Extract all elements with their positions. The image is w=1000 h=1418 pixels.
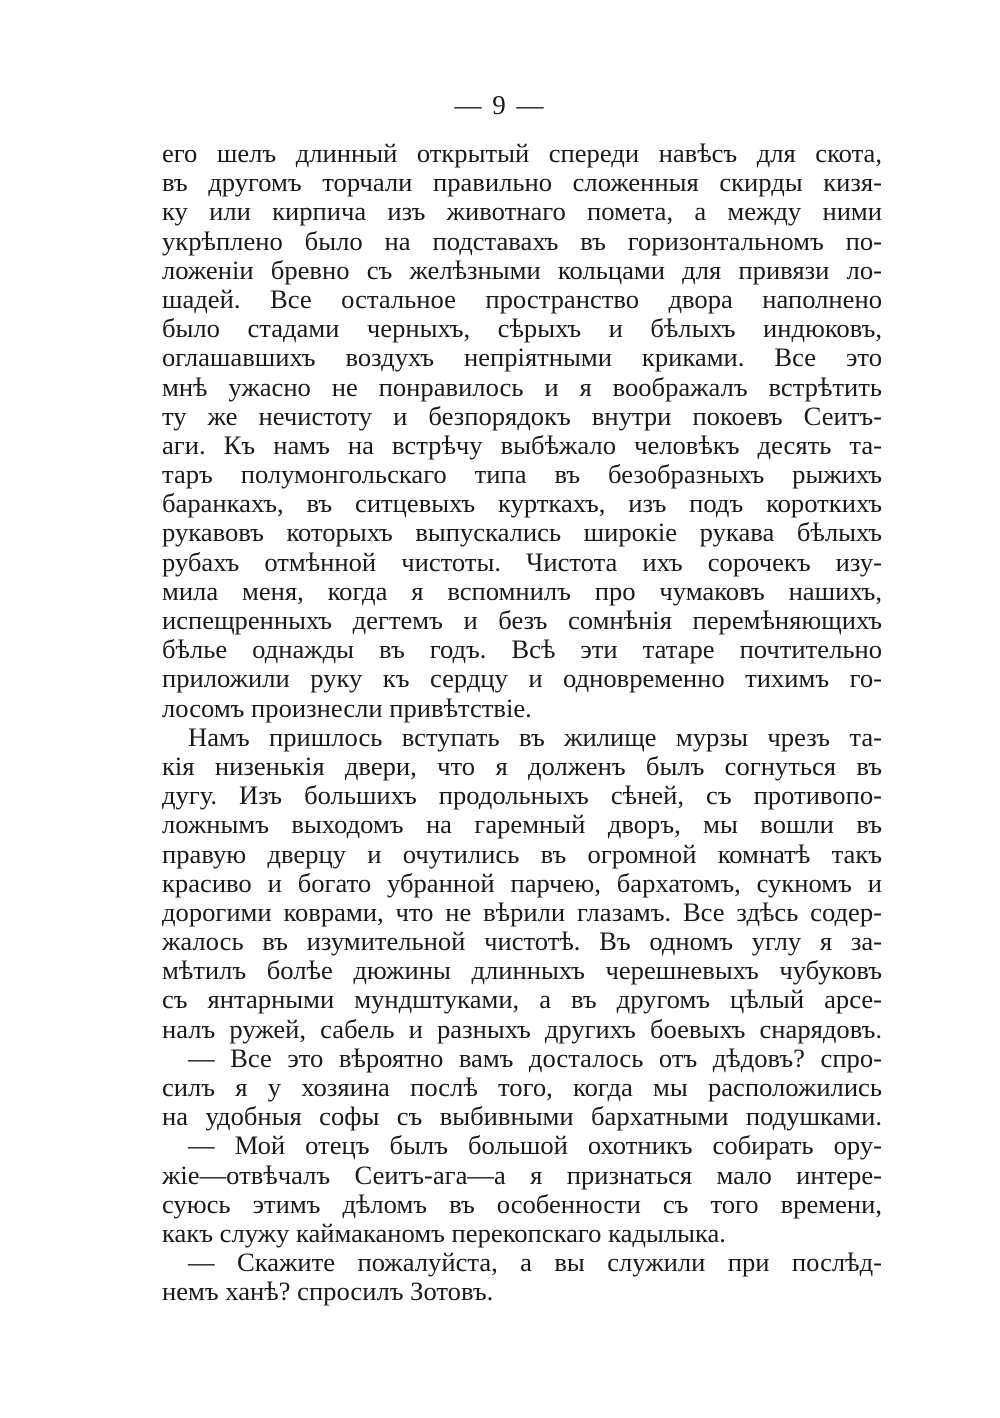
text-line: — Все это вѣроятно вамъ досталось отъ дѣдовъ? спро- <box>188 1042 882 1073</box>
text-line: Намъ пришлось вступать въ жилище мурзы чрезъ та- <box>188 721 882 752</box>
text-line: кія низенькія двери, что я долженъ былъ согнуться въ <box>162 750 882 781</box>
text-line: бѣлье однажды въ годъ. Всѣ эти татаре почтительно <box>162 634 882 665</box>
text-line: рукавовъ которыхъ выпускались широкіе рукава бѣлыхъ <box>162 517 882 548</box>
text-line: мила меня, когда я вспомнилъ про чумаковъ нашихъ, <box>162 575 882 606</box>
text-line: аги. Къ намъ на встрѣчу выбѣжало человѣкъ десять та- <box>162 429 882 460</box>
text-line: приложили руку къ сердцу и одновременно тихимъ го- <box>162 663 882 694</box>
text-line: въ другомъ торчали правильно сложенныя скирды кизя- <box>162 167 882 198</box>
text-line: — Мой отецъ былъ большой охотникъ собирать ору- <box>188 1130 882 1161</box>
text-line: на удобныя софы съ выбивными бархатными подушками. <box>162 1101 882 1132</box>
text-line: оглашавшихъ воздухъ непріятными криками. Все это <box>162 342 882 373</box>
text-line: мнѣ ужасно не понравилось и я воображалъ встрѣтить <box>162 371 882 402</box>
text-line: жалось въ изумительной чистотѣ. Въ одномъ углу я за- <box>162 926 882 957</box>
text-line: красиво и богато убранной парчею, бархатомъ, сукномъ и <box>162 867 882 898</box>
text-line: таръ полумонгольскаго типа въ безобразныхъ рыжихъ <box>162 459 882 490</box>
text-line: правую дверцу и очутились въ огромной комнатѣ такъ <box>162 838 882 869</box>
text-line: баранкахъ, въ ситцевыхъ курткахъ, изъ подъ короткихъ <box>162 488 882 519</box>
text-line: суюсь этимъ дѣломъ въ особенности съ того времени, <box>162 1188 882 1219</box>
text-line: было стадами черныхъ, сѣрыхъ и бѣлыхъ индюковъ, <box>162 313 882 344</box>
text-line: ложеніи бревно съ желѣзными кольцами для привязи ло- <box>162 254 882 285</box>
body-text <box>162 139 882 1307</box>
text-line: немъ ханѣ? спросилъ Зотовъ. <box>162 1276 494 1307</box>
text-line: — Скажите пожалуйста, а вы служили при послѣд- <box>188 1247 882 1278</box>
text-line: какъ служу каймаканомъ перекопскаго кадылыка. <box>162 1217 726 1248</box>
text-line: его шелъ длинный открытый спереди навѣсъ для скота, <box>162 138 882 168</box>
text-line: укрѣплено было на подставахъ въ горизонтальномъ по- <box>162 225 882 256</box>
text-line: налъ ружей, сабель и разныхъ другихъ боевыхъ снарядовъ. <box>162 1013 882 1044</box>
text-line: мѣтилъ болѣе дюжины длинныхъ черешневыхъ чубуковъ <box>162 955 882 986</box>
text-line: дорогими коврами, что не вѣрили глазамъ. Все здѣсь содер- <box>162 896 882 927</box>
text-line: силъ я у хозяина послѣ того, когда мы расположились <box>162 1072 882 1102</box>
page-number: — 9 — <box>454 90 546 120</box>
text-line: жіе—отвѣчалъ Сеитъ-ага—а я признаться мало интере- <box>162 1159 882 1190</box>
text-line: ту же нечистоту и безпорядокъ внутри покоевъ Сеитъ- <box>162 400 882 431</box>
text-line: рубахъ отмѣнной чистоты. Чистота ихъ сорочекъ изу- <box>162 546 882 577</box>
text-line: дугу. Изъ большихъ продольныхъ сѣней, съ противопо- <box>162 780 882 811</box>
text-line: ложнымъ выходомъ на гаремный дворъ, мы вошли въ <box>162 809 882 840</box>
text-line: лосомъ произнесли привѣтствіе. <box>162 692 532 723</box>
text-line: испещренныхъ дегтемъ и безъ сомнѣнія перемѣняющихъ <box>162 605 882 635</box>
text-line: съ янтарными мундштуками, а въ другомъ цѣлый арсе- <box>162 984 882 1015</box>
text-line: ку или кирпича изъ животнаго помета, а между ними <box>162 196 882 227</box>
text-line: шадей. Все остальное пространство двора наполнено <box>162 283 882 314</box>
